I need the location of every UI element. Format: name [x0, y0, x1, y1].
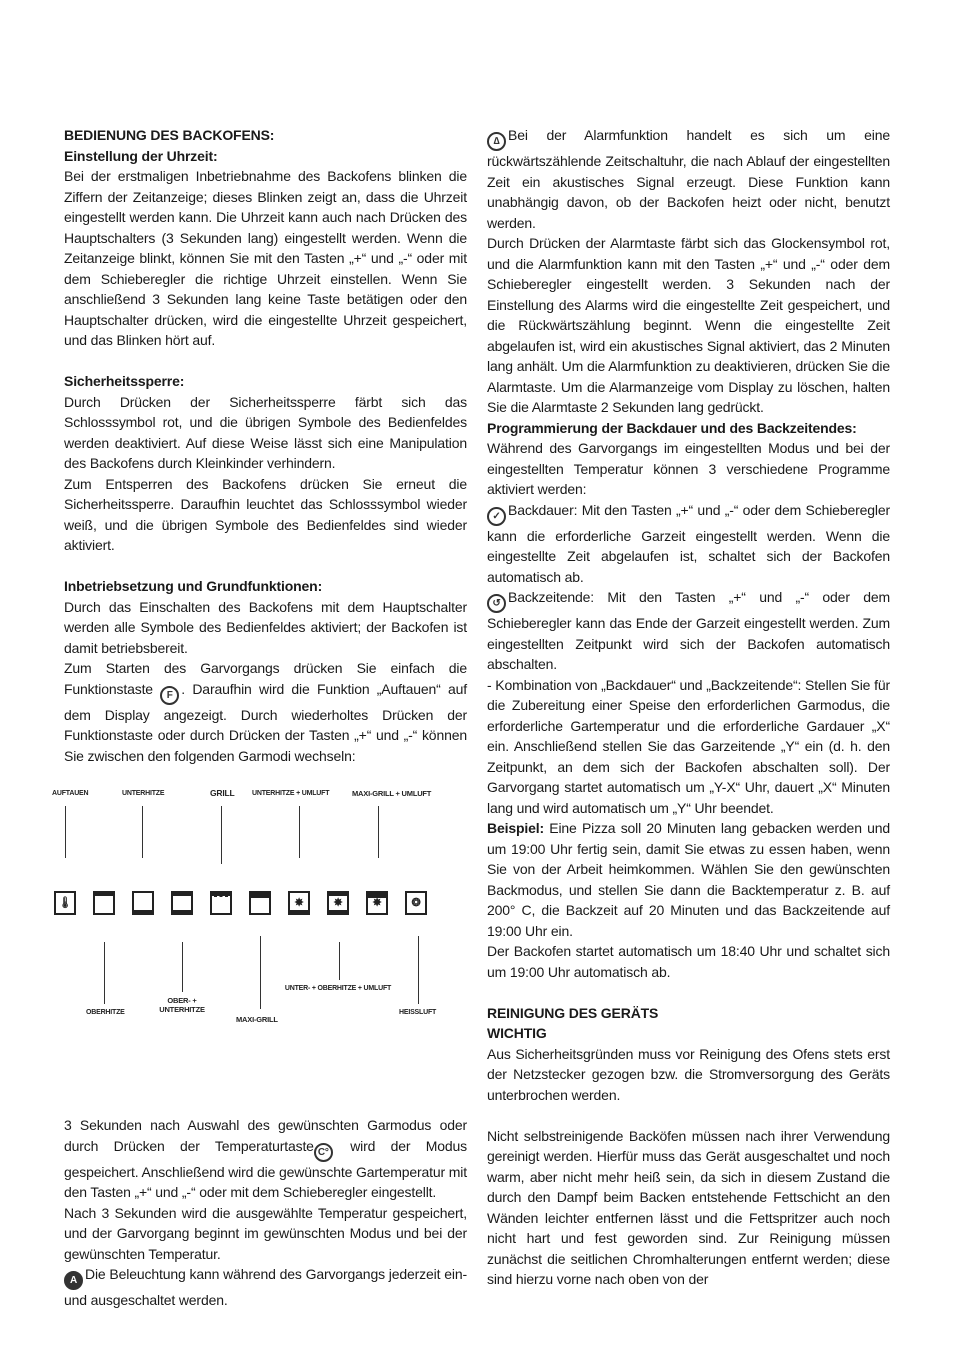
paragraph-cleaning-2: Nicht selbstreinigende Backöfen müssen nach ihrer Verwendung gereinigt werden. Hierfür muss das Gerät ausgeschaltet und noch warm, aber nicht mehr heiß sein, da sich in diesem Zustand die durch den Dampf beim Backen entstehende Fettschicht an den Wänden leichter entfernen lässt und die Fettspritzer auch noch nicht hart und fest geworden sind. Zur Reinigung müssen zunächst die seitlichen Chromhalterungen entfernt werden; diese sind hierzu vorne nach oben von der — [487, 1127, 890, 1287]
mode-label-maxigrill: MAXI-GRILL — [236, 1015, 278, 1024]
section-heading-operation: BEDIENUNG DES BACKOFENS: — [64, 127, 275, 143]
section-heading-cleaning: REINIGUNG DES GERÄTS — [487, 1004, 659, 1021]
backdauer-clock-icon: ✓ — [487, 507, 506, 526]
paragraph-alarm-2: Durch Drücken der Alarmtaste färbt sich das Glockensymbol rot, und die Alarmfunktion kann mit den Tasten „+“ und „-“ oder dem Schieberegler eingestellt werden. 3 Sekunden nach der Einstellung des Alarms wird die eingestellte Zeit gespeichert, und die Rückwärtszählung beginnt. Wenn die eingestellte Zeit abgelaufen ist, wird ein akustisches Signal aktiviert, das 2 Minuten lang anhält. Um die Alarmfunktion zu deaktivieren, drücken Sie die Alarmtaste. Um die Alarmanzeige vom Display zu löschen, halten Sie die Alarmtaste 2 Sekunden lang gedrückt. — [487, 235, 890, 415]
cooking-modes-diagram — [54, 784, 457, 1049]
mode-oberhitze-icon — [93, 891, 115, 915]
light-icon: A — [64, 1271, 83, 1290]
paragraph-example-2: Der Backofen startet automatisch um 18:40 Uhr und schaltet sich um 19:00 Uhr automatisch ab. — [487, 943, 890, 980]
mode-heissluft-icon: ❂ — [405, 891, 427, 915]
mode-label-heissluft: HEISSLUFT — [399, 1009, 437, 1016]
subheading-programming: Programmierung der Backdauer und des Backzeitendes: — [487, 419, 857, 436]
left-column — [52, 125, 467, 1311]
paragraph-alarm-1 — [487, 125, 890, 233]
function-key-icon: F — [160, 686, 179, 705]
paragraph-cleaning-1: Aus Sicherheitsgründen muss vor Reinigung des Ofens stets erst der Netzstecker gezogen bzw. die Stromversorgung des Geräts unterbrochen werden. — [487, 1045, 890, 1103]
mode-maxigrill-icon — [249, 891, 271, 915]
alarm-text-1: Bei der Alarmfunktion handelt es sich um eine rückwärtszählende Zeitschaltuhr, die nach Ablauf der eingestellten Zeit ein akustisches Signal erzeugt. Diese Funktion kann unabhängig davon, ob der Backofen heizt oder nicht, benutzt werden. — [487, 127, 890, 231]
subheading-clock: Einstellung der Uhrzeit: — [64, 147, 218, 164]
mode-label-grill: GRILL — [210, 788, 235, 798]
temperature-key-icon: C° — [314, 1143, 333, 1162]
example-text: Eine Pizza soll 20 Minuten lang gebacken werden und um 19:00 Uhr fertig sein, damit Sie etwas zu essen haben, wenn Sie von der Arbeit heimkommen. Wählen Sie den gewünschten Backmodus, und stellen Sie dann die Backtemperatur z. B. auf 200° C, die Backzeit auf 20 Minuten und das Backzeitende auf 19:00 Uhr ein. — [487, 820, 890, 939]
backzeitende-clock-icon: ↺ — [487, 594, 506, 613]
mode-label-maxigrill-umluft: MAXI-GRILL + UMLUFT — [352, 789, 432, 798]
mode-label-unter-ober-umluft: UNTER- + OBERHITZE + UMLUFT — [284, 985, 392, 992]
after-text-b: wird der Modus gespeichert. Anschließend wird die gewünschte Gartemperatur mit den Tasten „+“ und „-“ oder mit dem Schieberegler eingestellt. — [64, 1137, 467, 1200]
mode-unterhitze-umluft-icon: ✸ — [288, 891, 310, 915]
mode-auftauen-icon: 🌡︎ — [54, 891, 76, 915]
paragraph-startup-2 — [64, 658, 467, 766]
paragraph-example — [487, 818, 890, 941]
paragraph-after-2: Nach 3 Sekunden wird die ausgewählte Temperatur gespeichert, und der Garvorgang beginnt im gewünschten Modus und bei der gewünschten Temperatur. — [64, 1204, 467, 1262]
paragraph-light — [64, 1264, 467, 1311]
paragraph-prog-1: Während des Garvorgangs im eingestellten Modus und bei der eingestellten Temperatur können 3 verschiedene Programme aktiviert werden: — [487, 440, 890, 497]
after-text-a: 3 Sekunden nach Auswahl des gewünschten Garmodus oder durch Drücken der Temperaturtaste — [64, 1117, 467, 1154]
mode-ober-unterhitze-icon — [171, 891, 193, 915]
mode-label-auftauen: AUFTAUEN — [52, 790, 89, 797]
paragraph-lock-2: Zum Entsperren des Backofens drücken Sie erneut die Sicherheitssperre. Daraufhin leuchtet das Schlosssymbol wieder weiß, und die übrigen Symbole des Bedienfeldes sind wieder aktiviert. — [64, 475, 467, 553]
alarm-bell-icon: ∆ — [487, 132, 506, 151]
mode-label-oberhitze: OBERHITZE — [86, 1009, 125, 1016]
mode-maxigrill-umluft-icon: ✸ — [366, 891, 388, 915]
light-text: Die Beleuchtung kann während des Garvorgangs jederzeit ein- und ausgeschaltet werden. — [64, 1266, 467, 1308]
right-column — [487, 125, 890, 1290]
mode-label-unterhitze-umluft: UNTERHITZE + UMLUFT — [252, 790, 330, 797]
paragraph-after-1 — [64, 1115, 467, 1203]
paragraph-startup-1: Durch das Einschalten des Backofens mit dem Hauptschalter werden alle Symbole des Bedienfeldes aktiviert; der Backofen ist damit betriebsbereit. — [64, 598, 467, 656]
startup-text-a: Zum Starten des Garvorgangs drücken Sie einfach die Funktionstaste — [64, 660, 467, 697]
paragraph-backzeitende — [487, 587, 890, 675]
example-label: Beispiel: — [487, 820, 545, 836]
paragraph-combination: - Kombination von „Backdauer“ und „Backzeitende“: Stellen Sie für die Zubereitung einer Speise den erforderlichen Garmodus, die erforderliche Gartemperatur und die erforderliche Gardauer „X“ ein. Anschließend stellen Sie das Garzeitende „Y“ ein (d. h. den Zeitpunkt, an dem sich der Backofen abschalten soll). Der Garvorgang startet automatisch um „Y-X“ Uhr, dauert „X“ Minuten lang und wird automatisch um „Y“ Uhr beendet. — [487, 676, 890, 816]
subheading-safety-lock: Sicherheitssperre: — [64, 373, 185, 389]
mode-label-ober-unterhitze: OBER- + UNTERHITZE — [159, 996, 205, 1014]
subheading-startup: Inbetriebsetzung und Grundfunktionen: — [64, 578, 323, 594]
subheading-important: WICHTIG — [487, 1025, 547, 1041]
paragraph-lock-1: Durch Drücken der Sicherheitssperre färbt sich das Schlosssymbol rot, und die übrigen Symbole des Bedienfeldes werden deaktiviert. Auf diese Weise lässt sich eine Manipulation des Backofens durch Kleinkinder verhindern. — [64, 393, 467, 471]
mode-unterhitze-icon — [132, 891, 154, 915]
mode-grill-icon — [210, 891, 232, 915]
mode-ober-unter-umluft-icon: ✸ — [327, 891, 349, 915]
paragraph-backdauer — [487, 500, 890, 588]
backzeitende-text: Backzeitende: Mit den Tasten „+“ und „-“ oder dem Schieberegler kann das Ende der Garzeit eingestellt werden. Zum eingestellten Zeitpunkt wird sich der Backofen automatisch abschalten. — [487, 589, 890, 672]
backdauer-text: Backdauer: Mit den Tasten „+“ und „-“ oder dem Schieberegler kann die erforderliche Garzeit eingestellt werden. Wenn die eingestellte Zeit abgelaufen ist, schaltet sich der Backofen automatisch ab. — [487, 501, 890, 585]
paragraph-clock: Bei der erstmaligen Inbetriebnahme des Backofens blinken die Ziffern der Zeitanzeige; dieses Blinken zeigt an, dass die Uhrzeit eingestellt werden kann. Die Uhrzeit kann auch nach Drücken des Hauptschalters (3 Sekunden lang) eingestellt werden. Wenn die Zeitanzeige blinkt, können Sie mit den Tasten „+“ und „-“ oder mit dem Schieberegler die richtige Uhrzeit einstellen. Wenn Sie anschließend 3 Sekunden lang keine Taste betätigen oder den Hauptschalter drücken, wird die eingestellte Uhrzeit gespeichert, und das Blinken hört auf. — [64, 168, 467, 348]
startup-text-b: . Daraufhin wird die Funktion „Auftauen“ auf dem Display angezeigt. Durch wiederholtes Drücken der Funktionstaste oder durch Drücken der Tasten „+“ und „-“ können Sie zwischen den folgenden Garmodi wechseln: — [64, 680, 467, 764]
mode-label-unterhitze: UNTERHITZE — [122, 790, 165, 797]
